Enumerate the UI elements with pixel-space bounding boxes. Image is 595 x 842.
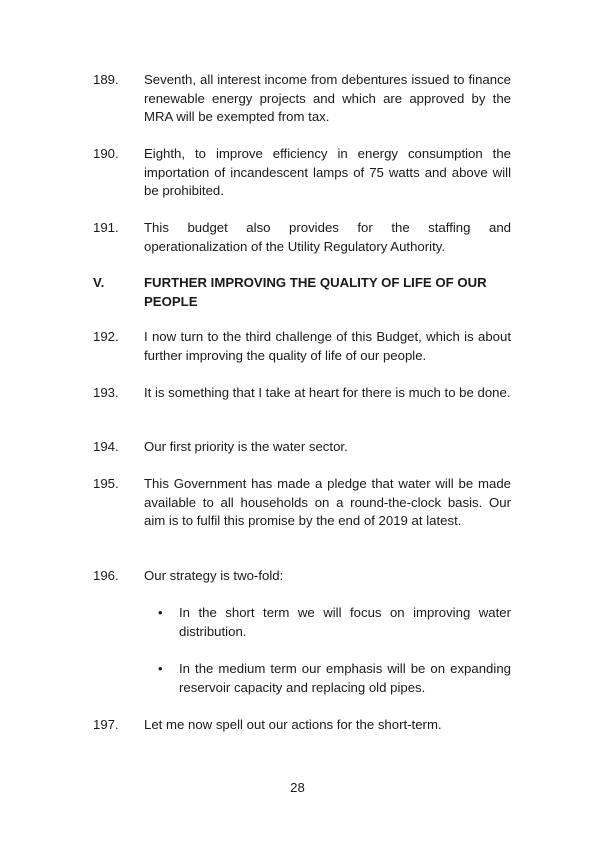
- paragraph-text: This Government has made a pledge that water will be made available to all households on a round-the-clock basis. Our aim is to fulfil this promise by the end of 2019 at latest.: [144, 476, 511, 528]
- bullet-icon: •: [158, 661, 163, 676]
- paragraph-number: 190.: [93, 146, 119, 161]
- bullet-text: In the medium term our emphasis will be on expanding reservoir capacity and replacing old pipes.: [179, 661, 511, 695]
- bullet-text: In the short term we will focus on improving water distribution.: [179, 605, 511, 639]
- paragraph-text: Seventh, all interest income from debentures issued to finance renewable energy projects and which are approved by the MRA will be exempted from tax.: [144, 72, 511, 124]
- paragraph-text: This budget also provides for the staffing and operationalization of the Utility Regulatory Authority.: [144, 220, 511, 254]
- section-title: FURTHER IMPROVING THE QUALITY OF LIFE OF OUR PEOPLE: [144, 275, 487, 309]
- bullet-icon: •: [158, 605, 163, 620]
- paragraph-text: Our first priority is the water sector.: [144, 439, 348, 454]
- paragraph-number: 189.: [93, 72, 119, 87]
- paragraph-text: I now turn to the third challenge of this Budget, which is about further improving the quality of life of our people.: [144, 329, 511, 363]
- paragraph-number: 192.: [93, 329, 119, 344]
- paragraph-number: 193.: [93, 385, 119, 400]
- paragraph-text: Eighth, to improve efficiency in energy consumption the importation of incandescent lamps of 75 watts and above will be prohibited.: [144, 146, 511, 198]
- paragraph-number: 196.: [93, 568, 119, 583]
- paragraph-number: 195.: [93, 476, 119, 491]
- paragraph-number: 191.: [93, 220, 119, 235]
- page-number: 28: [290, 780, 305, 795]
- section-number: V.: [93, 275, 105, 290]
- paragraph-number: 194.: [93, 439, 119, 454]
- paragraph-text: It is something that I take at heart for there is much to be done.: [144, 385, 511, 400]
- paragraph-number: 197.: [93, 717, 119, 732]
- paragraph-text: Let me now spell out our actions for the short-term.: [144, 717, 442, 732]
- paragraph-text: Our strategy is two-fold:: [144, 568, 284, 583]
